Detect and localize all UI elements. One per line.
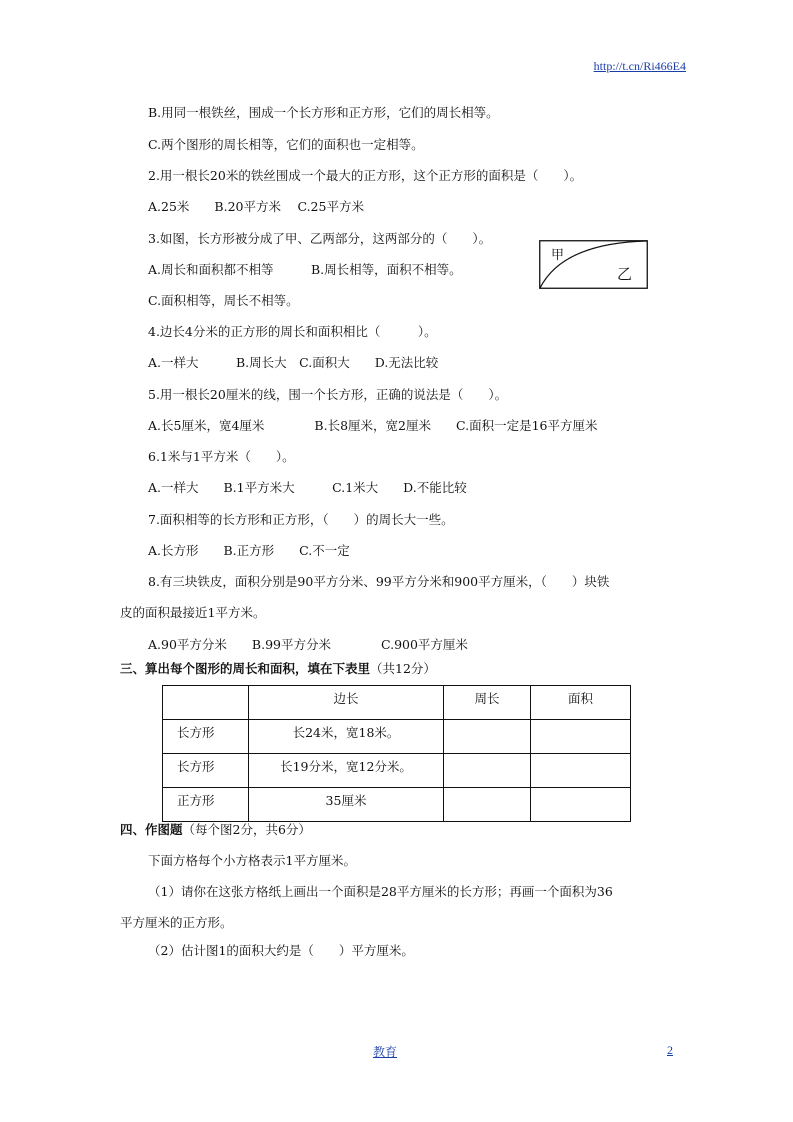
table-header-blank (163, 686, 249, 720)
header-url-link[interactable]: http://t.cn/Ri466E4 (593, 59, 686, 73)
perimeter-area-table (162, 685, 631, 822)
perimeter-answer-cell[interactable] (444, 720, 531, 754)
table-row (163, 754, 631, 788)
section-3-title: 三、算出每个图形的周长和面积，填在下表里 (120, 661, 371, 676)
area-answer-cell[interactable] (531, 788, 631, 822)
perimeter-answer-cell[interactable] (444, 788, 531, 822)
section-4-task-1: （1）请你在这张方格纸上画出一个面积是28平方厘米的长方形；再画一个面积为36 (148, 884, 613, 899)
question-8: 8.有三块铁皮，面积分别是90平方分米、99平方分米和900平方厘米，（ ）块铁 (148, 574, 610, 589)
perimeter-answer-cell[interactable] (444, 754, 531, 788)
question-3-options-ab: A.周长和面积都不相等 B.周长相等，面积不相等。 (148, 262, 462, 277)
question-8-options: A.90平方分米 B.99平方分米 C.900平方厘米 (148, 637, 468, 652)
table-header-row (163, 686, 631, 720)
side-cell: 长19分米，宽12分米。 (249, 754, 444, 788)
question-7: 7.面积相等的长方形和正方形，（ ）的周长大一些。 (148, 512, 454, 527)
question-6: 6.1米与1平方米（ ）。 (148, 449, 295, 464)
section-3-points: （共12分） (370, 661, 436, 676)
side-cell: 长24米，宽18米。 (249, 720, 444, 754)
section-4-heading (120, 820, 311, 838)
table-header-side: 边长 (249, 686, 444, 720)
question-2-options: A.25米 B.20平方米 C.25平方米 (148, 199, 364, 214)
area-answer-cell[interactable] (531, 754, 631, 788)
figure-label-jia: 甲 (551, 248, 565, 263)
question-5: 5.用一根长20厘米的线，围一个长方形，正确的说法是（ ）。 (148, 387, 508, 402)
area-answer-cell[interactable] (531, 720, 631, 754)
section-4-points: （每个图2分，共6分） (182, 822, 311, 837)
option-c-line: C.两个图形的周长相等，它们的面积也一定相等。 (148, 137, 424, 152)
table-row (163, 788, 631, 822)
table-header-area: 面积 (531, 686, 631, 720)
question-8-continued: 皮的面积最接近1平方米。 (120, 605, 266, 620)
question-7-options: A.长方形 B.正方形 C.不一定 (148, 543, 350, 558)
question-6-options: A.一样大 B.1平方米大 C.1米大 D.不能比较 (148, 480, 467, 495)
question-5-options: A.长5厘米，宽4厘米 B.长8厘米，宽2厘米 C.面积一定是16平方厘米 (148, 418, 598, 433)
question-4: 4.边长4分米的正方形的周长和面积相比（ ）。 (148, 324, 437, 339)
section-3-heading (120, 659, 436, 677)
side-cell: 35厘米 (249, 788, 444, 822)
question-3: 3.如图，长方形被分成了甲、乙两部分，这两部分的（ ）。 (148, 231, 492, 246)
shape-cell: 正方形 (163, 788, 249, 822)
page-number: 2 (667, 1043, 673, 1057)
section-4-intro: 下面方格每个小方格表示1平方厘米。 (148, 853, 356, 868)
shape-cell: 长方形 (163, 754, 249, 788)
figure-label-yi: 乙 (617, 265, 633, 283)
question-3-option-c: C.面积相等，周长不相等。 (148, 293, 299, 308)
shape-cell: 长方形 (163, 720, 249, 754)
section-4-title: 四、作图题 (120, 822, 183, 837)
section-4-task-2: （2）估计图1的面积大约是（ ）平方厘米。 (148, 943, 414, 958)
footer-link[interactable]: 教育 (373, 1045, 398, 1059)
section-4-task-1-continued: 平方厘米的正方形。 (120, 915, 233, 930)
option-b-line: B.用同一根铁丝，围成一个长方形和正方形，它们的周长相等。 (148, 105, 499, 120)
table-row (163, 720, 631, 754)
rectangle-figure (539, 240, 648, 289)
question-4-options: A.一样大 B.周长大 C.面积大 D.无法比较 (148, 355, 439, 370)
question-2: 2.用一根长20米的铁丝围成一个最大的正方形，这个正方形的面积是（ ）。 (148, 168, 583, 183)
table-header-perimeter: 周长 (444, 686, 531, 720)
